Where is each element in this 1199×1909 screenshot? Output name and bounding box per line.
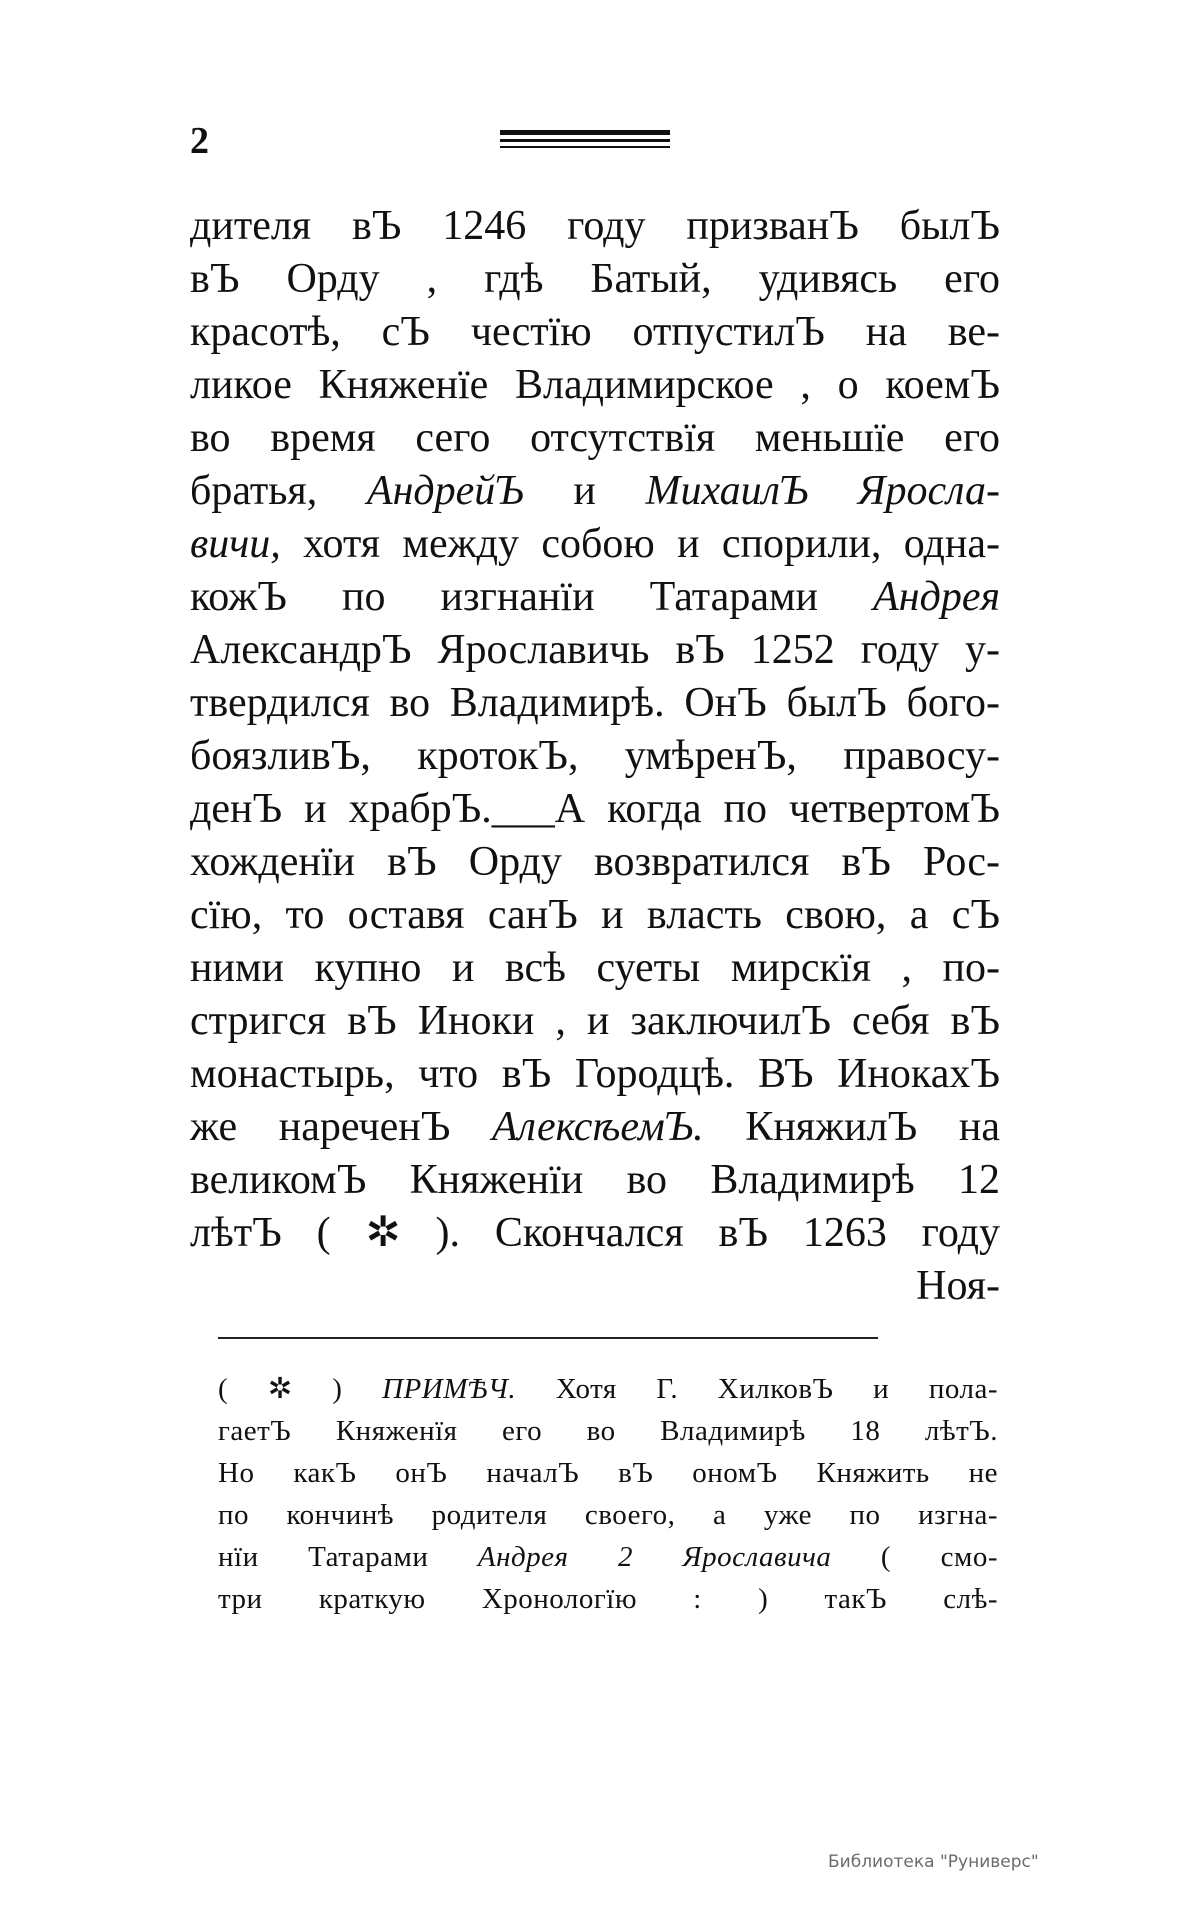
text-run: нїи Татарами: [218, 1541, 478, 1573]
text-run: красотѣ, сЪ честїю отпустилЪ на ве-: [190, 309, 1000, 355]
text-run: по кончинѣ родителя своего, а уже по изгна-: [218, 1499, 998, 1531]
text-line-1: [190, 200, 1000, 253]
footnote-line-5: [218, 1536, 998, 1578]
text-line-20: [190, 1207, 1000, 1260]
main-text-block: [190, 200, 1000, 1313]
text-run: денЪ и храбрЪ.___А когда по четвертомЪ: [190, 786, 1000, 832]
footnote-block: [218, 1368, 998, 1620]
text-line-5: [190, 412, 1000, 465]
text-run: гаетЪ Княженїя его во Владимирѣ 18 лѣтЪ.: [218, 1415, 998, 1447]
text-run: хожденїи вЪ Орду возвратился вЪ Рос-: [190, 839, 1000, 885]
text-line-3: [190, 306, 1000, 359]
library-watermark: Библиотека "Руниверс": [828, 1852, 1039, 1872]
footnote-line-1: [218, 1368, 998, 1410]
text-run: три краткую Хронологїю : ) такЪ слѣ-: [218, 1583, 998, 1615]
catchword: Ноя-: [916, 1263, 1000, 1309]
text-run: сїю, то оставя санЪ и власть свою, а сЪ: [190, 892, 1000, 938]
page-number: 2: [190, 120, 209, 162]
text-run: Хотя Г. ХилковЪ и пола-: [516, 1373, 998, 1405]
text-run: ликое Княженїе Владимирское , о коемЪ: [190, 362, 1000, 408]
text-run: кожЪ по изгнанїи Татарами: [190, 574, 874, 620]
text-line-10: [190, 677, 1000, 730]
italic-name: Андрея 2 Ярославича: [477, 1541, 832, 1573]
text-run: Но какЪ онЪ началЪ вЪ ономЪ Княжить не: [218, 1457, 998, 1489]
text-run: монастырь, что вЪ Городцѣ. ВЪ ИнокахЪ: [190, 1051, 1000, 1097]
text-run: во время сего отсутствїя меньшїе его: [190, 415, 1000, 461]
text-run: АлександрЪ Ярославичь вЪ 1252 году у-: [190, 627, 1000, 673]
text-line-14: [190, 889, 1000, 942]
text-run: же нареченЪ: [190, 1104, 493, 1150]
text-line-12: [190, 783, 1000, 836]
header-rule: [500, 130, 670, 152]
text-line-17: [190, 1048, 1000, 1101]
text-line-19: [190, 1154, 1000, 1207]
text-run: КняжилЪ на: [703, 1104, 1000, 1150]
text-run: ( ✲ ): [218, 1373, 383, 1405]
italic-name: вичи,: [190, 521, 281, 567]
footnote-line-6: [218, 1578, 998, 1620]
text-run: дителя вЪ 1246 году призванЪ былЪ: [190, 203, 1000, 249]
text-run: боязливЪ, кротокЪ, умѣренЪ, правосу-: [190, 733, 1000, 779]
text-line-8: [190, 571, 1000, 624]
text-line-4: [190, 359, 1000, 412]
text-line-2: [190, 253, 1000, 306]
text-run: ( смо-: [831, 1541, 998, 1573]
footnote-line-2: [218, 1410, 998, 1452]
italic-name: Андрея: [873, 574, 1000, 620]
footnote-line-4: [218, 1494, 998, 1536]
footnote-line-3: [218, 1452, 998, 1494]
text-line-13: [190, 836, 1000, 889]
text-run: твердился во Владимирѣ. ОнЪ былЪ бого-: [190, 680, 1000, 726]
text-run: хотя между собою и спорили, одна-: [280, 521, 1000, 567]
text-line-9: [190, 624, 1000, 677]
text-line-16: [190, 995, 1000, 1048]
text-run: братья,: [190, 468, 367, 514]
text-line-7: [190, 518, 1000, 571]
text-run: лѣтЪ ( ✲ ). Скончался вЪ 1263 году: [190, 1210, 1000, 1256]
text-run: ними купно и всѣ суеты мирскїя , по-: [190, 945, 1000, 991]
italic-name: ПРИМѢЧ.: [382, 1373, 517, 1405]
text-line-6: [190, 465, 1000, 518]
text-line-18: [190, 1101, 1000, 1154]
text-run: вЪ Орду , гдѣ Батый, удивясь его: [190, 256, 1000, 302]
text-run: великомЪ Княженїи во Владимирѣ 12: [190, 1157, 1000, 1203]
italic-name: АндрейЪ: [366, 468, 524, 514]
text-line-15: [190, 942, 1000, 995]
footnote-divider: [218, 1337, 878, 1339]
italic-name: АлексѣемЪ.: [492, 1104, 704, 1150]
text-line-11: [190, 730, 1000, 783]
text-run: и: [523, 468, 646, 514]
italic-name: МихаилЪ Яросла-: [645, 468, 1000, 514]
text-run: стригся вЪ Иноки , и заключилЪ себя вЪ: [190, 998, 1000, 1044]
